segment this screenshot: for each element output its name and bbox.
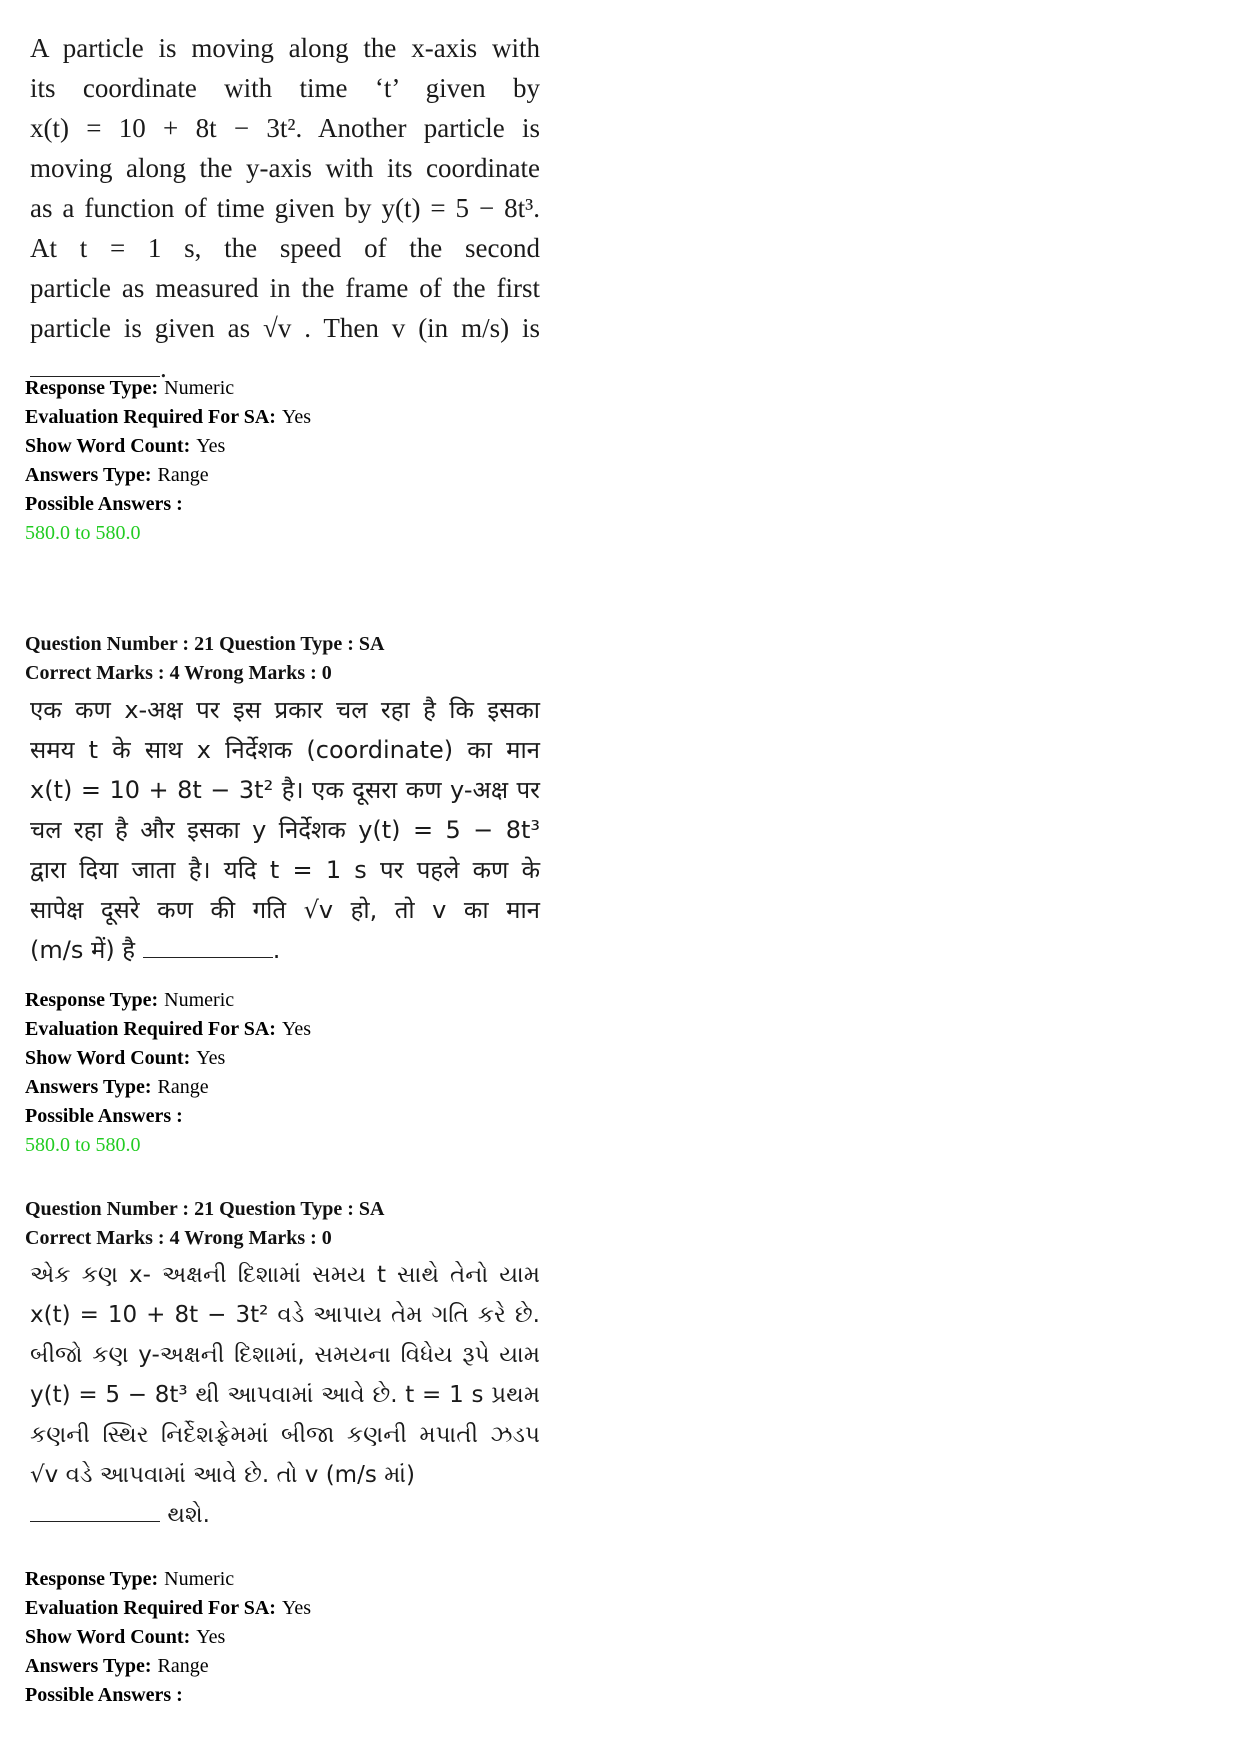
response-type-label: Response Type: <box>25 1568 159 1590</box>
question-line: समय t के साथ x निर्देशक (coordinate) का मान <box>30 736 540 764</box>
evaluation-value: Yes <box>281 1597 312 1619</box>
question-number-type: Question Number : 21 Question Type : SA <box>25 633 385 655</box>
word-count-label: Show Word Count: <box>25 1047 191 1069</box>
evaluation-value: Yes <box>281 406 312 428</box>
question-line: सापेक्ष दूसरे कण की गति √v हो, तो v का मान <box>30 896 540 924</box>
possible-answers-value: 580.0 to 580.0 <box>25 522 141 544</box>
possible-answers-label: Possible Answers : <box>25 1105 183 1127</box>
answers-type-label: Answers Type: <box>25 464 152 486</box>
question-line: द्वारा दिया जाता है। यदि t = 1 s पर पहले कण के <box>30 856 540 884</box>
response-type-label: Response Type: <box>25 989 159 1011</box>
question-line: (m/s में) है . <box>30 936 281 964</box>
question-line: કણની સ્થિર નિર્દેશફ્રેમમાં બીજા કણની મપાતી ઝડપ <box>30 1422 540 1448</box>
word-count-value: Yes <box>196 1047 226 1069</box>
possible-answers-value: 580.0 to 580.0 <box>25 1134 141 1156</box>
word-count-label: Show Word Count: <box>25 435 191 457</box>
response-type-value: Numeric <box>164 1568 235 1590</box>
answer-blank-line: થશે. <box>30 1495 540 1535</box>
word-count-value: Yes <box>196 435 226 457</box>
answers-type-value: Range <box>157 1655 209 1677</box>
evaluation-label: Evaluation Required For SA: <box>25 1018 276 1040</box>
question-line: y(t) = 5 − 8t³ થી આપવામાં આવે છે. t = 1 s પ્રથમ <box>30 1382 540 1408</box>
word-count-value: Yes <box>196 1626 226 1648</box>
question-header-2 <box>25 630 384 688</box>
question-line: A particle is moving along the x-axis with <box>30 33 540 63</box>
question-meta-2 <box>25 986 311 1160</box>
evaluation-label: Evaluation Required For SA: <box>25 406 276 428</box>
question-text-gujarati <box>30 1255 540 1535</box>
question-line: એક કણ x- અક્ષની દિશામાં સમય t સાથે તેનો યામ <box>30 1262 540 1288</box>
question-header-3 <box>25 1195 384 1253</box>
question-meta-3 <box>25 1565 311 1710</box>
question-meta-1 <box>25 374 311 548</box>
response-type-label: Response Type: <box>25 377 159 399</box>
answer-blank <box>30 1499 160 1522</box>
answers-type-label: Answers Type: <box>25 1655 152 1677</box>
response-type-value: Numeric <box>164 377 235 399</box>
question-line: चल रहा है और इसका y निर्देशक y(t) = 5 − 8t³ <box>30 816 540 844</box>
answers-type-value: Range <box>157 464 209 486</box>
question-line: particle is given as √v . Then v (in m/s) is <box>30 313 540 343</box>
question-line: x(t) = 10 + 8t − 3t². Another particle is <box>30 113 540 143</box>
question-line: x(t) = 10 + 8t − 3t² है। एक दूसरा कण y-अक्ष पर <box>30 776 540 804</box>
question-line: √v વડે આપવામાં આવે છે. તો v (m/s માં) <box>30 1462 415 1488</box>
possible-answers-label: Possible Answers : <box>25 1684 183 1706</box>
answers-type-value: Range <box>157 1076 209 1098</box>
evaluation-value: Yes <box>281 1018 312 1040</box>
question-line: its coordinate with time ‘t’ given by <box>30 73 540 103</box>
question-number-type: Question Number : 21 Question Type : SA <box>25 1198 385 1220</box>
question-line: एक कण x-अक्ष पर इस प्रकार चल रहा है कि इसका <box>30 696 540 724</box>
question-text-english <box>30 28 540 388</box>
answer-blank-line: . <box>30 348 540 388</box>
question-line: particle as measured in the frame of the first <box>30 273 540 303</box>
possible-answers-label: Possible Answers : <box>25 493 183 515</box>
evaluation-label: Evaluation Required For SA: <box>25 1597 276 1619</box>
question-text-hindi <box>30 690 540 970</box>
question-marks: Correct Marks : 4 Wrong Marks : 0 <box>25 662 332 684</box>
question-line: as a function of time given by y(t) = 5 − 8t³. <box>30 193 540 223</box>
question-line: બીજો કણ y-અક્ષની દિશામાં, સમયના વિધેય રૂપે યામ <box>30 1342 540 1368</box>
question-line: At t = 1 s, the speed of the second <box>30 233 540 263</box>
question-line: moving along the y-axis with its coordinate <box>30 153 540 183</box>
answers-type-label: Answers Type: <box>25 1076 152 1098</box>
response-type-value: Numeric <box>164 989 235 1011</box>
question-marks: Correct Marks : 4 Wrong Marks : 0 <box>25 1227 332 1249</box>
answer-blank <box>143 935 273 958</box>
word-count-label: Show Word Count: <box>25 1626 191 1648</box>
question-line: x(t) = 10 + 8t − 3t² વડે આપાય તેમ ગતિ કરે છે. <box>30 1302 540 1328</box>
